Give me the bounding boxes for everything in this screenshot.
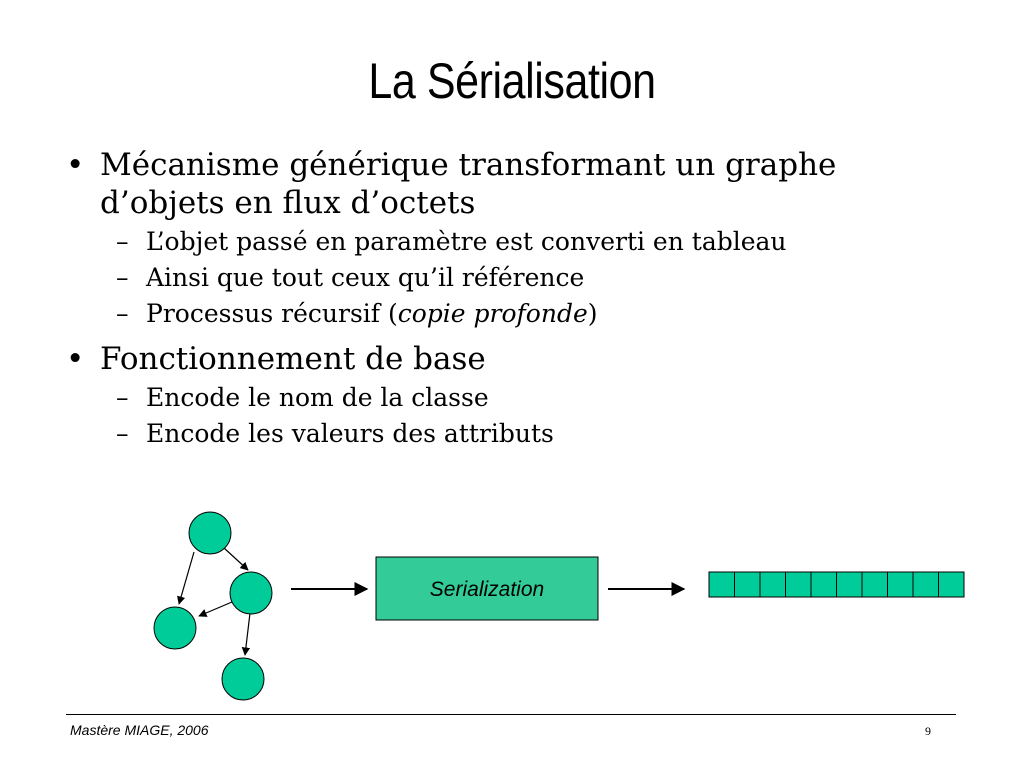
sub-bullet-text-prefix: Processus récursif ( <box>146 299 398 328</box>
page-number: 9 <box>925 724 931 738</box>
graph-edge <box>245 613 250 655</box>
byte-cell <box>939 572 965 597</box>
dash-icon: – <box>116 227 129 256</box>
graph-node <box>230 572 272 614</box>
footer-divider <box>66 714 956 715</box>
bullet-dot-icon: • <box>66 147 85 183</box>
byte-array <box>709 572 964 597</box>
graph-edge <box>224 548 248 570</box>
byte-cell <box>786 572 812 597</box>
dash-icon: – <box>116 263 129 292</box>
graph-node <box>154 607 196 649</box>
sub-bullet-text-italic: copie profonde <box>397 299 588 328</box>
byte-cell <box>735 572 761 597</box>
graph-edge <box>199 602 232 616</box>
bullet-text: Mécanisme générique transformant un graphe d’objets en flux d’octets <box>100 147 837 221</box>
sub-bullet-text: Ainsi que tout ceux qu’il référence <box>146 263 585 292</box>
byte-cell <box>760 572 786 597</box>
byte-cell <box>862 572 888 597</box>
sub-bullet-text: Encode les valeurs des attributs <box>146 419 554 448</box>
dash-icon: – <box>116 419 129 448</box>
byte-cell <box>888 572 914 597</box>
serialization-box-label: Serialization <box>429 578 545 601</box>
graph-edge <box>179 552 194 604</box>
byte-cell <box>811 572 837 597</box>
byte-cell <box>913 572 939 597</box>
graph-node <box>222 658 264 700</box>
sub-bullet-text: L’objet passé en paramètre est converti en tableau <box>146 227 787 256</box>
graph-node <box>189 512 231 554</box>
bullet-text: Fonctionnement de base <box>100 341 486 377</box>
sub-bullet-text: Encode le nom de la classe <box>146 383 489 412</box>
slide-title: La Sérialisation <box>368 53 656 109</box>
dash-icon: – <box>116 299 129 328</box>
byte-cell <box>837 572 863 597</box>
bullet-dot-icon: • <box>66 341 85 377</box>
footer-text: Mastère MIAGE, 2006 <box>70 722 209 738</box>
byte-cell <box>709 572 735 597</box>
sub-bullet-text-suffix: ) <box>587 299 598 328</box>
dash-icon: – <box>116 383 129 412</box>
